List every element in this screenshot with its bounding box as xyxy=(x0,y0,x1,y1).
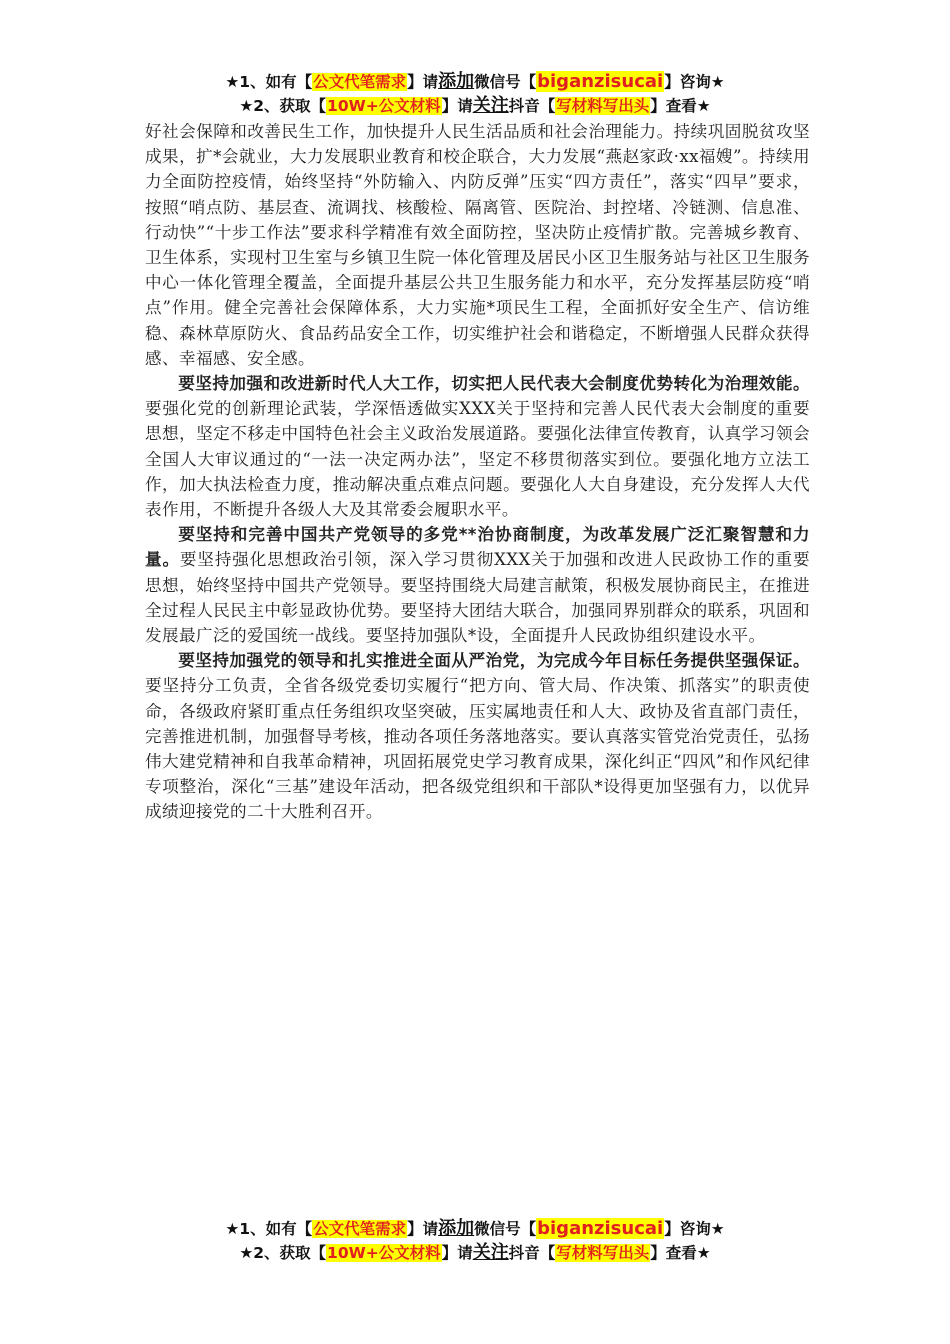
banner-line-2 xyxy=(0,1241,950,1265)
banner-line-1 xyxy=(0,70,950,94)
emphasis-add: 添加 xyxy=(438,71,475,92)
paragraph-4 xyxy=(145,648,810,824)
banner-text: 抖音【 xyxy=(508,1244,556,1262)
paragraph-text: 要坚持分工负责，全省各级党委切实履行“把方向、管大局、作决策、抓落实”的职责使命，各级政府紧盯重点任务组织攻坚突破，压实属地责任和人大、政协及省直部门责任，完善推进机制，加强督导考核，推动各项任务落地落实。要认真落实管党治党责任，弘扬伟大建党精神和自我革命精神，巩固拓展党史学习教育成果，深化纠正“四风”和作风纪律专项整治，深化“三基”建设年活动，把各级党组织和干部队*设得更加坚强有力，以优异成绩迎接党的二十大胜利召开。 xyxy=(145,676,810,822)
highlight-douyin-id: 写材料写出头 xyxy=(556,97,650,115)
header-banner xyxy=(0,70,950,118)
emphasis-follow: 关注 xyxy=(472,95,509,116)
paragraph-lead: 要坚持和完善中国共产党领导的多党**治协商制度，为改革发展广泛汇聚智慧和力量。 xyxy=(145,525,810,570)
banner-text: 】查看★ xyxy=(650,97,711,115)
emphasis-add: 添加 xyxy=(438,1218,475,1239)
highlight-service: 公文代笔需求 xyxy=(313,73,407,91)
banner-text: 】请 xyxy=(441,1244,473,1262)
banner-text: 】查看★ xyxy=(650,1244,711,1262)
paragraph-text: 好社会保障和改善民生工作，加快提升人民生活品质和社会治理能力。持续巩固脱贫攻坚成果，扩*会就业，大力发展职业教育和校企联合，大力发展“燕赵家政·xx福嫂”。持续用力全面防控疫情，始终坚持“外防输入、内防反弹”压实“四方责任”，落实“四早”要求，按照“哨点防、基层查、流调找、核酸检、隔离管、医院治、封控堵、冷链测、信息准、行动快”“十步工作法”要求科学精准有效全面防控，坚决防止疫情扩散。完善城乡教育、卫生体系，实现村卫生室与乡镇卫生院一体化管理及居民小区卫生服务站与社区卫生服务中心一体化管理全覆盖，全面提升基层公共卫生服务能力和水平，充分发挥基层防疫“哨点”作用。健全完善社会保障体系，大力实施*项民生工程，全面抓好安全生产、信访维稳、森林草原防火、食品药品安全工作，切实维护社会和谐稳定，不断增强人民群众获得感、幸福感、安全感。 xyxy=(145,122,810,368)
banner-text: ★2、获取【 xyxy=(239,1244,327,1262)
paragraph-2 xyxy=(145,371,810,522)
banner-line-1 xyxy=(0,1217,950,1241)
highlight-wechat-id: biganzisucai xyxy=(537,1218,664,1239)
emphasis-follow: 关注 xyxy=(472,1242,509,1263)
banner-text: 】请 xyxy=(407,1220,439,1238)
paragraph-lead: 要坚持加强党的领导和扎实推进全面从严治党，为完成今年目标任务提供坚强保证。 xyxy=(178,651,810,671)
paragraph-1 xyxy=(145,119,810,371)
paragraph-lead: 要坚持加强和改进新时代人大工作，切实把人民代表大会制度优势转化为治理效能。 xyxy=(178,374,810,394)
banner-text: 微信号【 xyxy=(474,73,537,91)
banner-text: 】咨询★ xyxy=(664,1220,725,1238)
banner-text: 】请 xyxy=(407,73,439,91)
banner-text: 】请 xyxy=(441,97,473,115)
highlight-douyin-id: 写材料写出头 xyxy=(556,1244,650,1262)
paragraph-text: 要坚持强化思想政治引领，深入学习贯彻XXX关于加强和改进人民政协工作的重要思想，始终坚持中国共产党领导。要坚持围绕大局建言献策，积极发展协商民主，在推进全过程人民民主中彰显政协优势。要坚持大团结大联合，加强同界别群众的联系，巩固和发展最广泛的爱国统一战线。要坚持加强队*设，全面提升人民政协组织建设水平。 xyxy=(145,550,810,646)
banner-text: ★1、如有【 xyxy=(225,73,313,91)
banner-text: 抖音【 xyxy=(508,97,556,115)
footer-banner xyxy=(0,1217,950,1265)
highlight-materials: 10W+公文材料 xyxy=(327,97,441,115)
banner-line-2 xyxy=(0,94,950,118)
paragraph-3 xyxy=(145,522,810,648)
banner-text: ★1、如有【 xyxy=(225,1220,313,1238)
banner-text: 微信号【 xyxy=(474,1220,537,1238)
paragraph-text: 要强化党的创新理论武装，学深悟透做实XXX关于坚持和完善人民代表大会制度的重要思想，坚定不移走中国特色社会主义政治发展道路。要强化法律宣传教育，认真学习领会全国人大审议通过的“一法一决定两办法”，坚定不移贯彻落实到位。要强化地方立法工作，加大执法检查力度，推动解决重点难点问题。要强化人大自身建设，充分发挥人大代表作用，不断提升各级人大及其常委会履职水平。 xyxy=(145,399,810,520)
document-body xyxy=(145,119,810,825)
banner-text: ★2、获取【 xyxy=(239,97,327,115)
highlight-wechat-id: biganzisucai xyxy=(537,71,664,92)
highlight-materials: 10W+公文材料 xyxy=(327,1244,441,1262)
banner-text: 】咨询★ xyxy=(664,73,725,91)
highlight-service: 公文代笔需求 xyxy=(313,1220,407,1238)
